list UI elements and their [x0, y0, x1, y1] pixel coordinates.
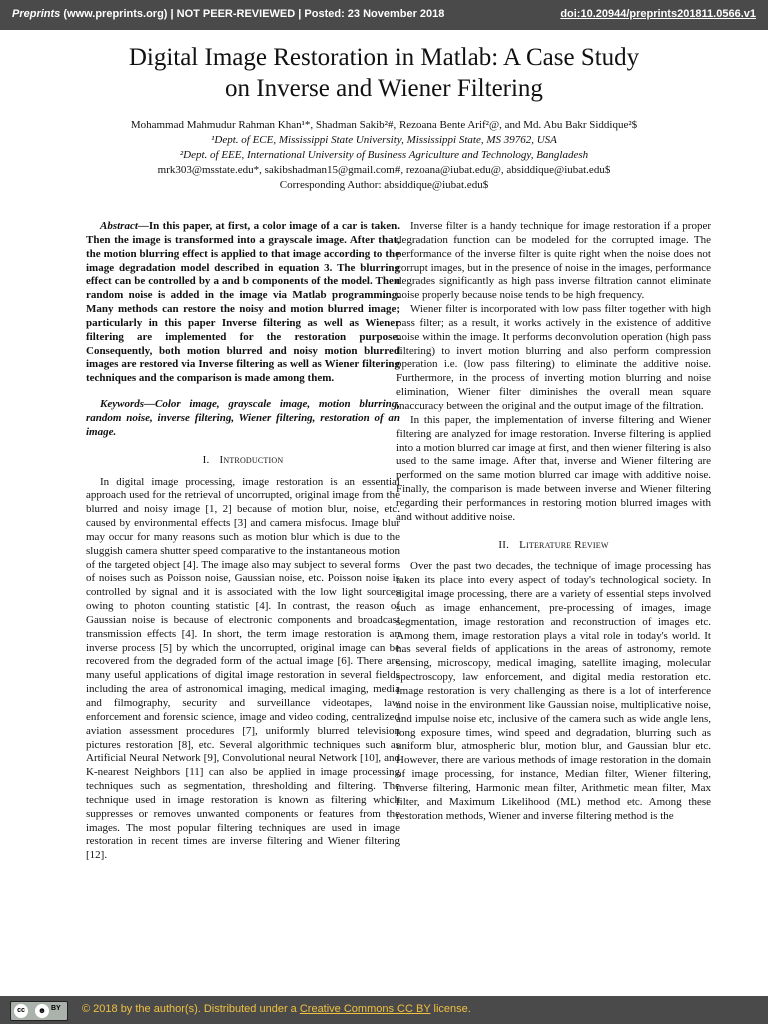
cc-by-badge-icon[interactable] [10, 1001, 68, 1021]
person-icon: ☻ [35, 1004, 49, 1018]
corresponding-author: Corresponding Author: absiddique@iubat.edu$ [279, 179, 489, 191]
affiliation-2: ²Dept. of EEE, International University of Business Agriculture and Technology, Bangladesh [179, 149, 589, 161]
author-emails: mrk303@msstate.edu*, sakibshadman15@gmail.com#, rezoana@iubat.edu@, absiddique@iubat.edu$ [157, 164, 611, 176]
abstract-text: In this paper, at first, a color image of a car is taken. Then the image is transformed into a grayscale image. After that, the motion blurring effect is applied to that image according to the image degradation model described in equation 3. The blurring effect can be controlled by a and b components of the model. Then random noise is added in the image via Matlab programming. Many methods can restore the noisy and motion blurred image; particularly in this paper Inverse filtering as well as Wiener filtering are implemented for the restoration purpose. Consequently, both motion blurred and noisy motion blurred images are restored via Inverse filtering as well as Wiener filtering techniques and the comparison is made among them. [86, 220, 400, 385]
keywords-label: Keywords— [100, 398, 155, 411]
affiliation-1: ¹Dept. of ECE, Mississippi State University, Mississippi State, MS 39762, USA [211, 134, 557, 146]
author-list: Mohammad Mahmudur Rahman Khan¹*, Shadman Sakib²#, Rezoana Bente Arif²@, and Md. Abu Bakr Siddique²$ [130, 119, 638, 131]
abstract [86, 220, 400, 386]
license-suffix: license. [430, 1003, 471, 1015]
paper-scope-paragraph: In this paper, the implementation of inverse filtering and Wiener filtering are analyzed for image restoration. Inverse filtering is applied into a motion blurred car image at first, and then wiener filtering is also used to the same image. After that, inverse and Wiener filtering are performed on the same motion blurred car image with additive noise. Finally, the comparison is made between inverse and Wiener filtering regarding their performances in restoring motion blurred images with and without additive noise. [396, 413, 711, 523]
license-footer-bar [0, 996, 768, 1024]
creative-commons-link[interactable]: Creative Commons CC BY [299, 1003, 431, 1015]
abstract-label: Abstract— [100, 220, 149, 232]
title-line-2: on Inverse and Wiener Filtering [225, 75, 543, 102]
preprints-brand[interactable]: Preprints [12, 8, 61, 20]
cc-icon: cc [14, 1004, 28, 1018]
by-label: BY [51, 1005, 61, 1012]
inverse-filter-paragraph: Inverse filter is a handy technique for image restoration if a proper degradation function can be modeled for the corrupted image. The performance of the inverse filter is quite right when the noise does not corrupt images, but in the presence of noise in the images, performance degrades significantly as high pass inverse filtration cannot eliminate noise properly because noise tends to be high frequency. [396, 220, 711, 302]
keywords-text: Color image, grayscale image, motion blurring, random noise, inverse filtering, Wiener filtering, restoration of an image. [86, 398, 400, 438]
doi-link[interactable]: doi:10.20944/preprints201811.0566.v1 [560, 8, 756, 20]
author-block [40, 118, 728, 193]
license-text [82, 1003, 471, 1015]
license-prefix: © 2018 by the author(s). Distributed under a [82, 1003, 300, 1015]
section-heading-literature-review [396, 539, 711, 553]
left-column [86, 220, 400, 863]
section-title: Introduction [219, 453, 284, 466]
introduction-paragraph: In digital image processing, image restoration is an essential approach used for the retrieval of uncorrupted, original image from the blurred and noisy image [1, 2] because of motion blur, noise, etc. caused by environmental effects [3] and camera misfocus. Image blur may occur for many reasons such as motion blur which is due to the sluggish camera shutter speed comparative to the instantaneous motion of the targeted object [4]. The image also may subject to several forms of noises such as Poisson noise, Gaussian noise, etc. Poisson noise is controlled by signal and it is associated with the low light sources owing to photon counting statistic [4]. In contrast, the reason of Gaussian noise is because of electronic components and broadcast transmission effects [4]. In short, the term image restoration is an inverse process [5] by which the uncorrupted, original image can be recovered from the degraded form of the actual image [6]. There are many useful applications of digital image restoration in several fields including the area of astronomical imaging, medical imaging, media and filmography, security and surveillance videotapes, law enforcement and forensic science, image and video coding, centralized aviation assessment procedures [7], uniformly blurred television pictures restoration [8], etc. Several algorithmic techniques such as Artificial Neural Network [9], Convolutional neural Network [10], and K-nearest Neighbors [11] can also be applied in image processing techniques such as segmentation, thresholding and filtering. The technique used in image restoration is known as filtering which suppresses or removes unwanted components or features from the images. The most popular filtering techniques are used in image restoration in recent times are inverse filtering and Wiener filtering [12]. [86, 475, 400, 862]
keywords [86, 398, 400, 440]
section-number: I. [202, 453, 210, 466]
preprint-header-bar [0, 0, 768, 30]
right-column [396, 220, 711, 823]
preprint-status [12, 8, 444, 20]
preprint-status-text: (www.preprints.org) | NOT PEER-REVIEWED | Posted: 23 November 2018 [60, 8, 445, 20]
section-heading-introduction [86, 454, 400, 468]
title-line-1: Digital Image Restoration in Matlab: A Case Study [128, 44, 640, 71]
wiener-filter-paragraph: Wiener filter is incorporated with low pass filter together with high pass filter; as a result, it works actively in the existence of additive noise within the image. It performs deconvolution operation (high pass filtering) to invert motion blurring and also perform compression operation i.e. (low pass filtering) to eliminate the additive noise. Furthermore, in the process of inverting motion blurring and noise elimination, Wiener filter diminishes the overall mean square inaccuracy between the original and the output image of the filtration. [396, 303, 711, 412]
paper-title [40, 42, 728, 104]
literature-review-paragraph: Over the past two decades, the technique of image processing has taken its place into every aspect of today's technological society. In digital image processing, there are a variety of essential steps involved such as image enhancement, pre-processing of images, image segmentation, image restoration and reconstruction of images etc. Among them, image restoration plays a vital role in today's world. It has several fields of applications in the areas of astronomy, remote sensing, microscopy, medical imaging, satellite imaging, molecular spectroscopy, law enforcement, and digital media restoration etc. Image restoration is very challenging as there is a lot of interference and noise in the environment like Gaussian noise, multiplicative noise, and impulse noise etc, inclusive of the camera such as wide angle lens, long exposure times, wind speed and degradation, blurring such as uniform blur, atmospheric blur, motion blur, and Gaussian blur etc. However, there are various methods of image restoration in the domain of image processing, for instance, Median filter, Wiener filtering, inverse filtering, Harmonic mean filter, Arithmetic mean filter, Max filter, and Maximum Likelihood (ML) method etc. Among these restoration methods, Wiener and inverse filtering method is the [396, 560, 711, 822]
section-title: Literature Review [519, 538, 609, 551]
section-number: II. [498, 538, 510, 551]
